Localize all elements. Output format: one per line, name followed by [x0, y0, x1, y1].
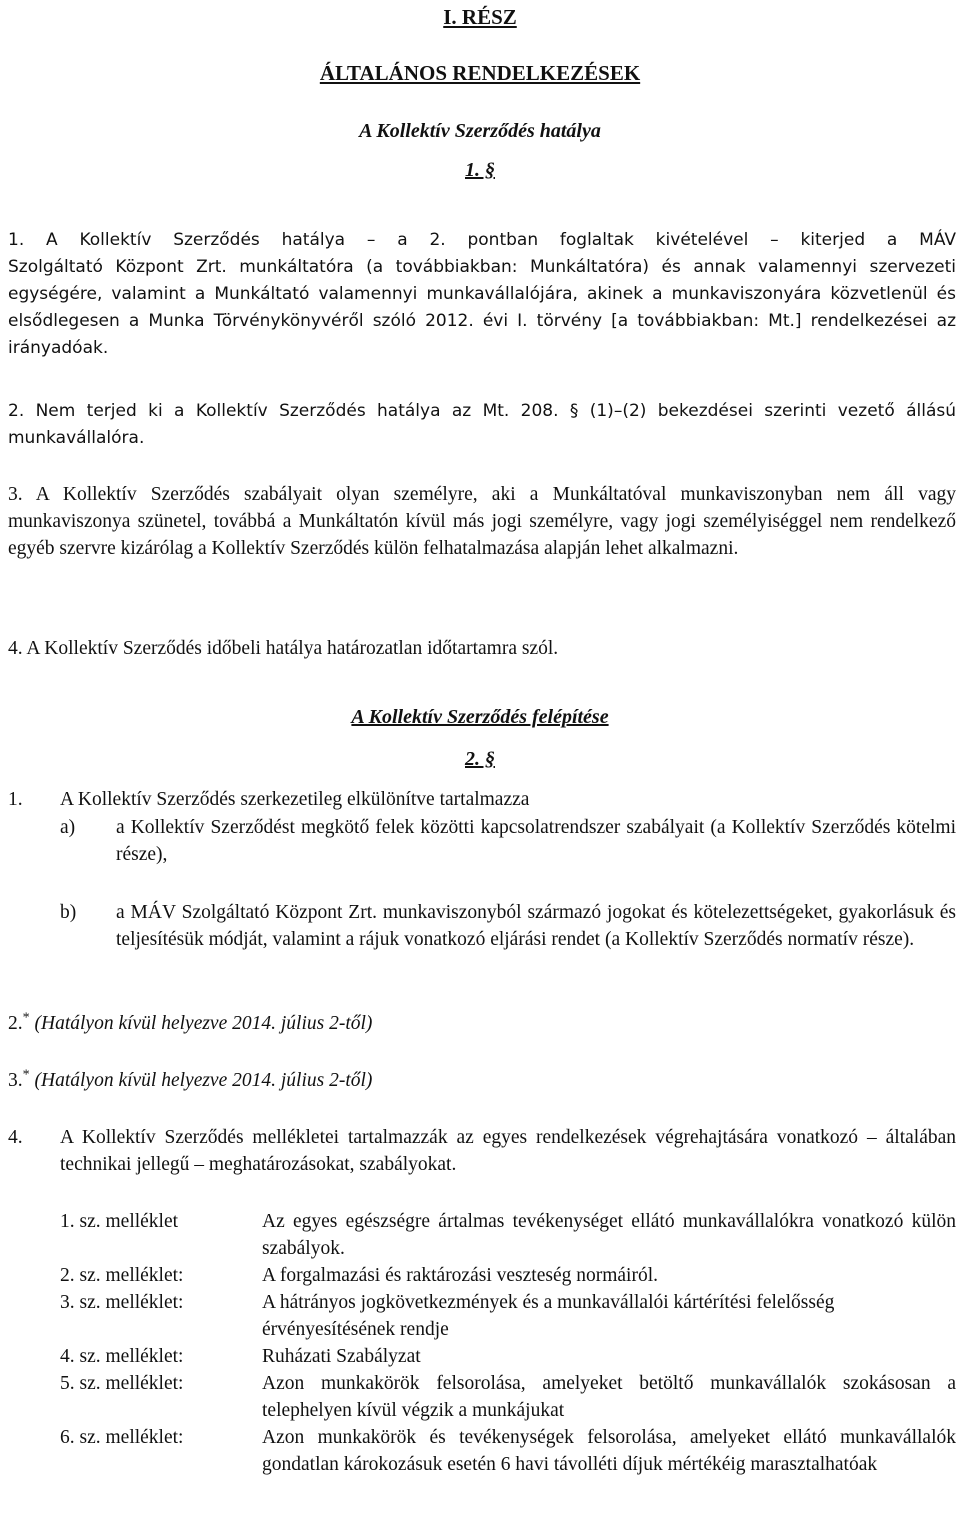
annex-list — [60, 1208, 956, 1478]
section2-paragraph-2 — [8, 1010, 372, 1037]
annex-text: Azon munkakörök felsorolása, amelyeket betöltő munkavállalók szokásosan a telephelyen kívül végzik a munkájukat — [262, 1373, 956, 1421]
section2-paragraph-1-number: 1. — [8, 789, 23, 810]
section1-paragraph-1-body: Szolgáltató Központ Zrt. munkáltatóra (a továbbiakban: Munkáltatóra) és annak valamennyi szervezeti egységére, valamint a Munkáltató valamennyi munkavállalójára, akinek a munkaviszonyára közvetlenül és elsődlegesen a Munka Törvénykönyvéről szóló 2012. évi I. törvény [a továbbiakban: Mt.] rendelkezései az irányadóak. — [8, 257, 956, 358]
annex-item — [60, 1262, 956, 1289]
section2-paragraph-1 — [8, 786, 956, 813]
section2-paragraph-2-text: (Hatályon kívül helyezve 2014. július 2-től) — [34, 1013, 373, 1034]
annex-item — [60, 1343, 956, 1370]
section1-paragraph-3: 3. A Kollektív Szerződés szabályait olyan személyre, aki a Munkáltatóval munkaviszonyban nem áll vagy munkaviszonya szünetel, továbbá a Munkáltatón kívül más jogi személyre, vagy jogi személyiséggel nem rendelkező egyéb szervre kizárólag a Kollektív Szerződés külön felhatalmazása alapján lehet alkalmazni. — [8, 484, 956, 559]
footnote-mark: * — [22, 1010, 30, 1026]
annex-text: A hátrányos jogkövetkezmények és a munkavállalói kártérítési felelősség érvényesítésének rendje — [262, 1292, 835, 1340]
section2-paragraph-3-text: (Hatályon kívül helyezve 2014. július 2-től) — [34, 1070, 373, 1091]
annex-label: 6. sz. melléklet: — [60, 1427, 184, 1448]
section1-paragraph-4: 4. A Kollektív Szerződés időbeli hatálya határozatlan időtartamra szól. — [8, 638, 559, 659]
annex-text: Ruházati Szabályzat — [262, 1346, 421, 1367]
section2-item-b — [60, 899, 956, 953]
section2-paragraph-4 — [8, 1124, 956, 1178]
section2-paragraph-3 — [8, 1067, 372, 1094]
annex-item — [60, 1208, 956, 1262]
section1-paragraph-2: 2. Nem terjed ki a Kollektív Szerződés hatálya az Mt. 208. § (1)–(2) bekezdései szerinti vezető állású munkavállalóra. — [8, 401, 956, 448]
section2-item-b-text: a MÁV Szolgáltató Központ Zrt. munkaviszonyból származó jogokat és kötelezettségeket, gyakorlásuk és teljesítésük módját, valamint a rájuk vonatkozó eljárási rendet (a Kollektív Szerződés normatív része). — [116, 902, 956, 950]
annex-item — [60, 1424, 956, 1478]
section2-item-b-label: b) — [60, 902, 77, 923]
annex-text: A forgalmazási és raktározási veszteség normáiról. — [262, 1265, 658, 1286]
section2-subtitle: A Kollektív Szerződés felépítése — [351, 706, 609, 728]
section1-paragraph-1-first-line: 1. A Kollektív Szerződés hatálya – a 2. pontban foglaltak kivételével – kiterjed a MÁV — [8, 230, 956, 250]
annex-label: 4. sz. melléklet: — [60, 1346, 184, 1367]
section2-item-a-label: a) — [60, 817, 76, 838]
annex-label: 2. sz. melléklet: — [60, 1265, 184, 1286]
annex-item — [60, 1370, 956, 1424]
section2-paragraph-4-text: A Kollektív Szerződés mellékletei tartalmazzák az egyes rendelkezések végrehajtására vonatkozó – általában technikai jellegű – meghatározásokat, szabályokat. — [60, 1127, 956, 1175]
section2-paragraph-4-number: 4. — [8, 1127, 23, 1148]
annex-text: Azon munkakörök és tevékenységek felsorolása, amelyeket ellátó munkavállalók gondatlan károkozásuk esetén 6 havi távolléti díjuk mértékéig marasztalhatóak — [262, 1427, 956, 1475]
section2-paragraph-2-number: 2. — [8, 1013, 23, 1034]
annex-label: 5. sz. melléklet: — [60, 1373, 184, 1394]
section1-subtitle: A Kollektív Szerződés hatálya — [359, 120, 601, 142]
section1-number: 1. § — [465, 159, 495, 181]
part-title: I. RÉSZ — [443, 5, 517, 29]
section2-item-a — [60, 814, 956, 868]
annex-text: Az egyes egészségre ártalmas tevékenységet ellátó munkavállalókra vonatkozó külön szabályok. — [262, 1211, 956, 1259]
section2-number: 2. § — [465, 748, 495, 770]
annex-label: 3. sz. melléklet: — [60, 1292, 184, 1313]
footnote-mark: * — [22, 1067, 30, 1083]
section2-item-a-text: a Kollektív Szerződést megkötő felek közötti kapcsolatrendszer szabályait (a Kollektív Szerződés kötelmi része), — [116, 817, 956, 865]
section1-paragraph-1 — [8, 227, 956, 362]
section2-paragraph-1-text: A Kollektív Szerződés szerkezetileg elkülönítve tartalmazza — [60, 789, 530, 810]
general-provisions-title: ÁLTALÁNOS RENDELKEZÉSEK — [319, 61, 641, 85]
annex-label: 1. sz. melléklet — [60, 1211, 179, 1232]
annex-item — [60, 1289, 956, 1343]
section2-paragraph-3-number: 3. — [8, 1070, 23, 1091]
